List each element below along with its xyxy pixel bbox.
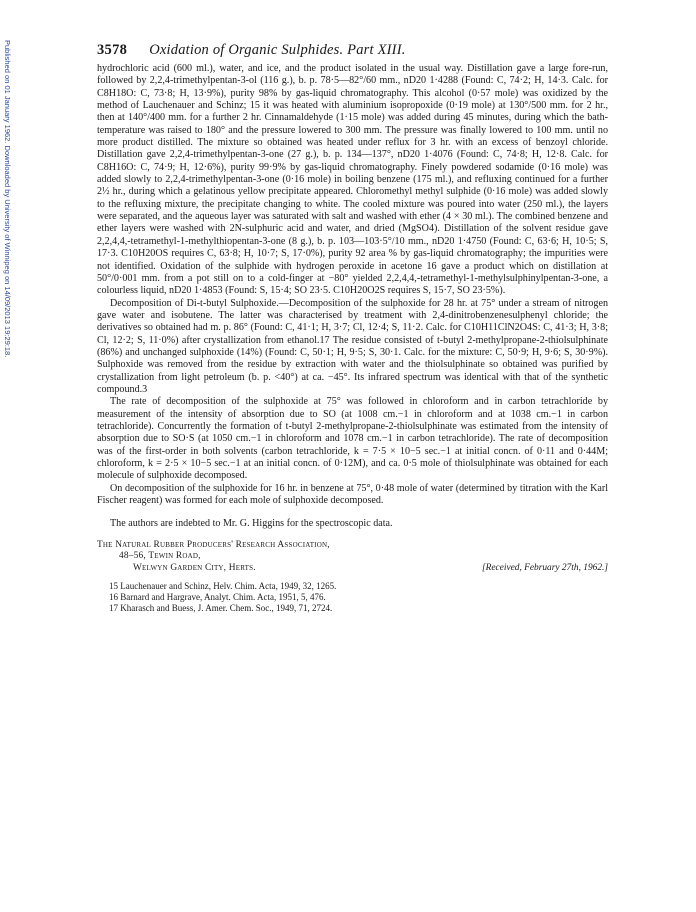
paragraph-decomposition: Decomposition of Di-t-butyl Sulphoxide.—Decomposition of the sulphoxide for 28 hr. at 75° under a stream of nitrogen gave water and isobutene. The latter was characterised by treatment with 2,4-dinitrobenzenesulphenyl chloride; the derivatives so obtained had m. p. 86° (Found: C, 41·1; H, 3·7; Cl, 12·4; S, 11·2. Calc. for C10H11ClN2O4S: C, 41·3; H, 3·8; Cl, 12·2; S, 11·0%) after crystallization from ethanol.17 The residue consisted of t-butyl 2-methylpropane-2-thiolsulphinate (86%) and unchanged sulphoxide (14%) (Found: C, 50·1; H, 9·5; S, 30·1. Calc. for the mixture: C, 50·9; H, 9·6; S, 30·9%). Sulphoxide was removed from the residue by extraction with water and the thiolsulphinate so obtained was purified by crystallization from light petroleum (b. p. <40°) at ca. −45°. Its infrared spectrum was identical with that of the synthetic compound.3: [97, 297, 608, 395]
references: [97, 581, 608, 614]
paragraph-preparation: hydrochloric acid (600 ml.), water, and ice, and the product isolated in the usual way. Distillation gave a large fore-run, followed by 2,2,4-trimethylpentan-3-ol (116 g.), b. p. 78·5—82°/60 mm., nD20 1·4288 (Found: C, 74·2; H, 14·3. Calc. for C8H18O: C, 73·8; H, 13·9%), purity 98% by gas-liquid chromatography. This alcohol (0·57 mole) was oxidized by the method of Lauchenauer and Schinz; 15 it was heated with aluminium isopropoxide (0·19 mole) at 130°/500 mm. for 2 hr., then at 140°/400 mm. for a further 2 hr. Cinnamaldehyde (1·15 mole) was added during 45 minutes, during which the bath-temperature was raised to 180° and the pressure lowered to 300 mm. The pressure was finally lowered to 100 mm. until no more product distilled. The mixture so obtained was heated under reflux for 3 hr. with an excess of benzoyl chloride. Distillation gave 2,2,4-trimethylpentan-3-one (27 g.), b. p. 134—137°, nD20 1·4076 (Found: C, 74·8; H, 12·8. Calc. for C8H16O: C, 74·9; H, 12·6%), purity 99·9% by gas-liquid chromatography. Finely powdered sodamide (0·16 mole) was added slowly to 2,2,4-trimethylpentan-3-one (0·16 mole) in boiling benzene (175 ml.), and refluxing continued for a further 2½ hr., during which a gelatinous yellow precipitate appeared. Chloromethyl methyl sulphide (0·16 mole) was added slowly to the refluxing mixture, the precipitate changing to white. The cooled mixture was poured into water (250 ml.), the layers were separated, and the aqueous layer was saturated with salt and washed with ether (4 × 30 ml.). The combined benzene and ether layers were washed with 2N-sulphuric acid and water, and dried (MgSO4). Distillation of the solvent residue gave 2,2,4,4,-tetramethyl-1-methylthiopentan-3-one (8 g.), b. p. 103—103·5°/10 mm., nD20 1·4750 (Found: C, 63·6; H, 10·5; S, 17·3. C10H20OS requires C, 63·8; H, 10·7; S, 17·0%), purity 92 area % by gas-liquid chromatography; the impurities were not identified. Oxidation of the sulphide with hydrogen peroxide in acetone 16 gave a product which on distillation at 50°/0·001 mm. from a pot still on to a cold-finger at −80° yielded 2,2,4,4,-tetramethyl-1-methylsulphinylpentan-3-one, a colourless liquid, nD20 1·4853 (Found: S, 15·4; SO 23·5. C10H20O2S requires S, 15·7, SO 23·5%).: [97, 63, 608, 297]
received-date: [Received, February 27th, 1962.]: [481, 562, 608, 573]
reference-17: 17 Kharasch and Buess, J. Amer. Chem. Soc., 1949, 71, 2724.: [109, 603, 333, 614]
address-line-1: The Natural Rubber Producers' Research Association,: [97, 539, 330, 550]
acknowledgement: The authors are indebted to Mr. G. Higgins for the spectroscopic data.: [110, 518, 393, 530]
running-header: [97, 42, 608, 59]
download-stamp-text: Published on 01 January 1962. Downloaded by University of Winnipeg on 14/09/2013 19:29:18.: [3, 40, 12, 358]
paragraph-rate: The rate of decomposition of the sulphoxide at 75° was followed in chloroform and in carbon tetrachloride by measurement of the intensity of absorption due to SO (at 1008 cm.−1 in chloroform and at 1038 cm.−1 in carbon tetrachloride). Concurrently the formation of t-butyl 2-methylpropane-2-thiolsulphinate was estimated from the intensity of absorption due to SO·S (at 1050 cm.−1 in chloroform and 1078 cm.−1 in carbon tetrachloride). The rate of decomposition was of the first-order in both solvents (carbon tetrachloride, k = 7·5 × 10−5 sec.−1 at initial concn. of 0·11 and 0·44M; chloroform, k = 2·5 × 10−5 sec.−1 at an initial concn. of 0·12M), and ca. 0·5 mole of thiolsulphinate was obtained for each molecule of sulphoxide decomposed.: [97, 396, 608, 482]
address-line-2: 48–56, Tewin Road,: [119, 551, 201, 562]
paragraph-water: On decomposition of the sulphoxide for 16 hr. in benzene at 75°, 0·48 mole of water (determined by titration with the Karl Fischer reagent) was formed for each mole of sulphoxide decomposed.: [97, 482, 608, 507]
reference-15: 15 Lauchenauer and Schinz, Helv. Chim. Acta, 1949, 32, 1265.: [109, 581, 337, 592]
page-body: [97, 42, 608, 614]
address-block: [97, 540, 608, 575]
page-number: 3578: [97, 42, 128, 58]
reference-16: 16 Barnard and Hargrave, Analyt. Chim. Acta, 1951, 5, 476.: [109, 592, 326, 603]
running-title: Oxidation of Organic Sulphides. Part XIII.: [149, 42, 406, 58]
address-line-3-row: [97, 563, 608, 575]
download-stamp: [2, 40, 14, 560]
address-line-3: Welwyn Garden City, Herts.: [133, 562, 256, 573]
